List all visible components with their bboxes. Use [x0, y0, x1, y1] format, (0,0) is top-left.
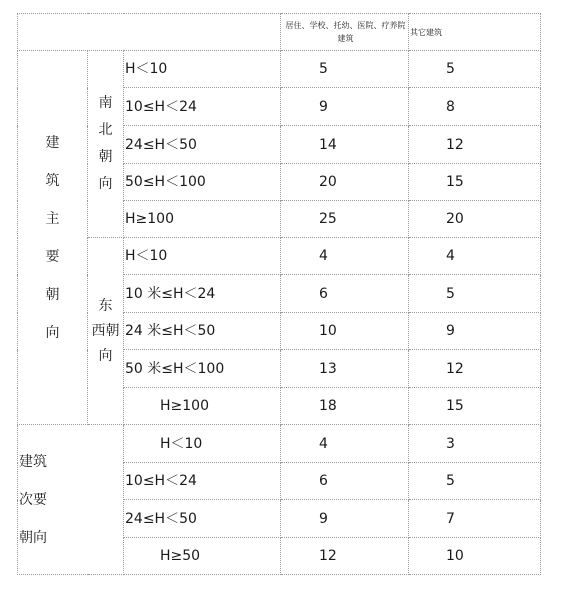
- other-value: 8: [409, 88, 541, 126]
- table-row: [18, 425, 541, 463]
- height-range: H≥100: [124, 388, 281, 425]
- height-range: 50≤H＜100: [124, 164, 281, 201]
- residential-value: 6: [281, 275, 409, 313]
- residential-value: 4: [281, 425, 409, 463]
- header-other: 其它建筑: [409, 14, 541, 51]
- residential-value: 13: [281, 350, 409, 388]
- table-row: [18, 238, 541, 275]
- residential-value: 9: [281, 88, 409, 126]
- residential-value: 25: [281, 201, 409, 238]
- header-residential: 居住、学校、托幼、医院、疗养院建筑: [281, 14, 409, 51]
- header-row: [18, 14, 541, 51]
- height-range: H≥100: [124, 201, 281, 238]
- other-value: 5: [409, 463, 541, 500]
- header-corner-cell: [18, 14, 281, 51]
- height-range: H＜10: [124, 425, 281, 463]
- other-value: 3: [409, 425, 541, 463]
- height-range: 24 米≤H＜50: [124, 313, 281, 350]
- east-west-label: 东 西朝 向: [88, 238, 124, 425]
- other-value: 20: [409, 201, 541, 238]
- height-range: 24≤H＜50: [124, 126, 281, 164]
- other-value: 4: [409, 238, 541, 275]
- height-range: H≥50: [124, 538, 281, 575]
- residential-value: 20: [281, 164, 409, 201]
- residential-value: 18: [281, 388, 409, 425]
- residential-value: 10: [281, 313, 409, 350]
- residential-value: 14: [281, 126, 409, 164]
- residential-value: 12: [281, 538, 409, 575]
- other-value: 9: [409, 313, 541, 350]
- other-value: 5: [409, 51, 541, 88]
- secondary-orientation-label: 建筑 次要 朝向: [18, 425, 124, 575]
- setback-table: [17, 13, 541, 575]
- height-range: 24≤H＜50: [124, 500, 281, 538]
- residential-value: 5: [281, 51, 409, 88]
- other-value: 12: [409, 126, 541, 164]
- other-value: 12: [409, 350, 541, 388]
- height-range: 10≤H＜24: [124, 88, 281, 126]
- other-value: 15: [409, 164, 541, 201]
- residential-value: 4: [281, 238, 409, 275]
- height-range: H＜10: [124, 51, 281, 88]
- height-range: 10≤H＜24: [124, 463, 281, 500]
- residential-value: 9: [281, 500, 409, 538]
- main-orientation-label: 建 筑 主 要 朝 向: [18, 51, 88, 425]
- other-value: 7: [409, 500, 541, 538]
- table-row: [18, 51, 541, 88]
- other-value: 10: [409, 538, 541, 575]
- height-range: 50 米≤H＜100: [124, 350, 281, 388]
- other-value: 15: [409, 388, 541, 425]
- north-south-label: 南 北 朝 向: [88, 51, 124, 238]
- other-value: 5: [409, 275, 541, 313]
- height-range: 10 米≤H＜24: [124, 275, 281, 313]
- residential-value: 6: [281, 463, 409, 500]
- height-range: H＜10: [124, 238, 281, 275]
